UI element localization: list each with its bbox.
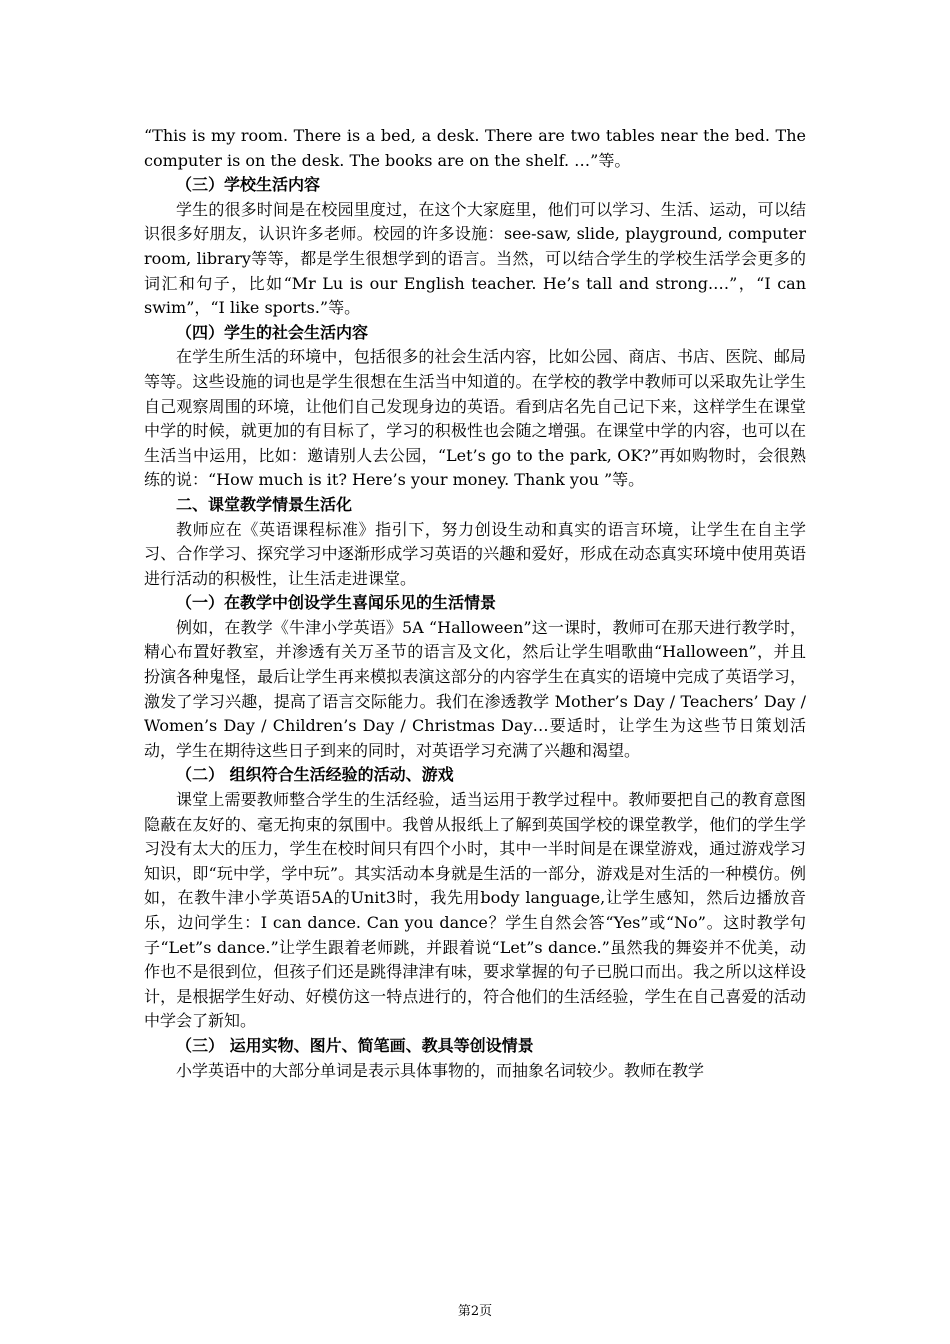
paragraph: 在学生所生活的环境中，包括很多的社会生活内容，比如公园、商店、书店、医院、邮局等等。这些设施的词也是学生很想在生活当中知道的。在学校的教学中教师可以采取先让学生自己观察周围的环境，让他们自己发现身边的英语。看到店名先自己记下来，这样学生在课堂中学的时候，就更加的有目标了，学习的积极性也会随之增强。在课堂中学的内容，也可以在生活当中运用，比如：邀请别人去公园，“Let’s go to the park, OK?”再如购物时，会很熟练的说：“How much is it? Here’s your money. Thank you ”等。	[144, 347, 806, 490]
paragraph: 小学英语中的大部分单词是表示具体事物的，而抽象名词较少。教师在教学	[176, 1060, 705, 1080]
section-heading: （二） 组织符合生活经验的活动、游戏	[176, 765, 454, 785]
paragraph: 例如，在教学《牛津小学英语》5A “Halloween”这一课时，教师可在那天进行教学时，精心布置好教室，并渗透有关万圣节的语言及文化，然后让学生唱歌曲“Halloween”，并且扮演各种鬼怪，最后让学生再来模拟表演这部分的内容学生在真实的语境中完成了英语学习，激发了学习兴趣，提高了语言交际能力。我们在渗透教学 Mother’s Day / Teachers’ Day / Women’s Day / Children’s Day / Christmas Day…要适时，让学生为这些节日策划活动，学生在期待这些日子到来的同时，对英语学习充满了兴趣和渴望。	[144, 617, 806, 760]
paragraph: 教师应在《英语课程标准》指引下，努力创设生动和真实的语言环境，让学生在自主学习、合作学习、探究学习中逐渐形成学习英语的兴趣和爱好，形成在动态真实环境中使用英语进行活动的积极性，让生活走进课堂。	[144, 519, 806, 588]
section-heading: （三） 运用实物、图片、简笔画、教具等创设情景	[176, 1035, 534, 1055]
paragraph: 学生的很多时间是在校园里度过，在这个大家庭里，他们可以学习、生活、运动，可以结识很多好朋友，认识许多老师。校园的许多设施：see-saw, slide, playground, computer room, library等等，都是学生很想学到的语言。当然，可以结合学生的学校生活学会更多的词汇和句子，比如“Mr Lu is our English teacher. He’s tall and strong.…”，“I can swim”，“I like sports.”等。	[144, 199, 806, 318]
section-heading: 二、课堂教学情景生活化	[176, 494, 353, 514]
page-number: 第2页	[457, 1304, 493, 1319]
document-body	[144, 124, 806, 1083]
paragraph: “This is my room. There is a bed, a desk. There are two tables near the bed. The computer is on the desk. The books are on the shelf. …”等。	[144, 126, 806, 170]
section-heading: （一）在教学中创设学生喜闻乐见的生活情景	[176, 593, 497, 613]
section-heading: （三）学校生活内容	[176, 175, 321, 195]
section-heading: （四）学生的社会生活内容	[176, 322, 369, 342]
paragraph: 课堂上需要教师整合学生的生活经验，适当运用于教学过程中。教师要把自己的教育意图隐蔽在友好的、毫无拘束的氛围中。我曾从报纸上了解到英国学校的课堂教学，他们的学生学习没有太大的压力，学生在校时间只有四个小时，其中一半时间是在课堂游戏，通过游戏学习知识，即“玩中学，学中玩”。其实活动本身就是生活的一部分，游戏是对生活的一种模仿。例如，在教牛津小学英语5A的Unit3时，我先用body language,让学生感知，然后边播放音乐，边问学生：I can dance. Can you dance？学生自然会答“Yes”或“No”。这时教学句子“Let”s dance.”让学生跟着老师跳，并跟着说“Let”s dance.”虽然我的舞姿并不优美，动作也不是很到位，但孩子们还是跳得津津有味，要求掌握的句子已脱口而出。我之所以这样设计，是根据学生好动、好模仿这一特点进行的，符合他们的生活经验，学生在自己喜爱的活动中学会了新知。	[144, 790, 806, 1031]
